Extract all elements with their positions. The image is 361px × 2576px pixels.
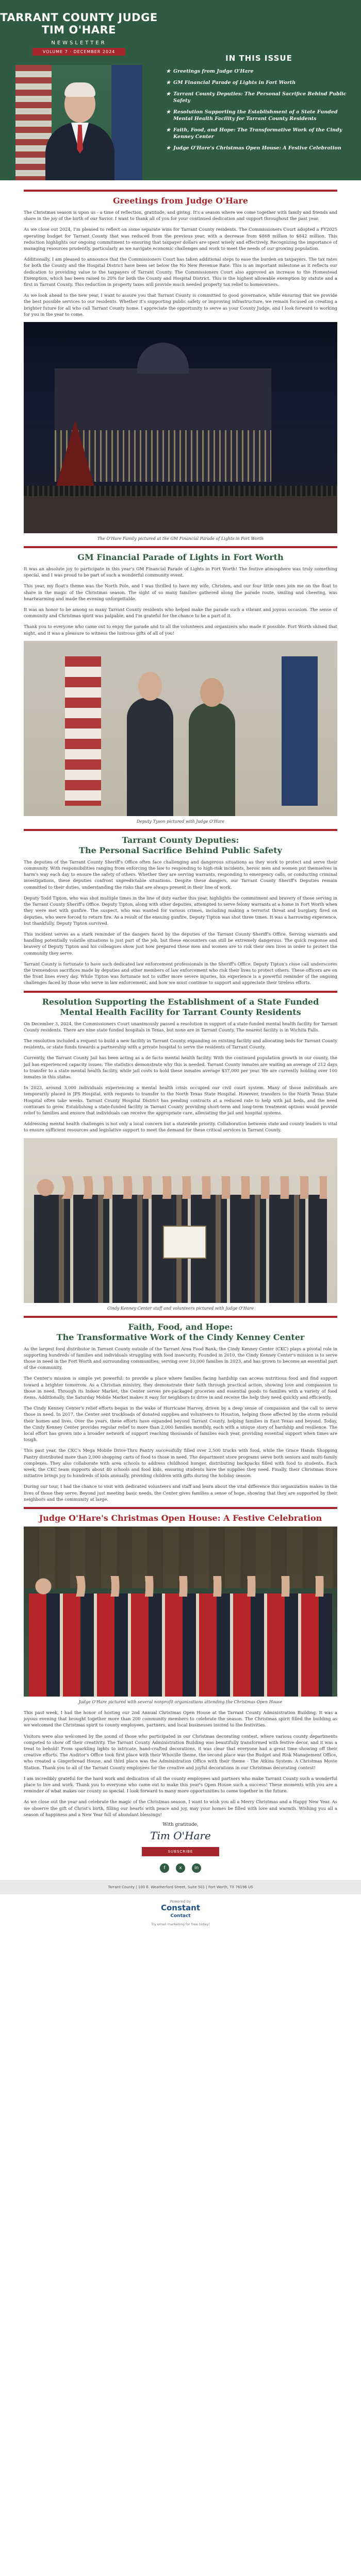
issue-item-label: GM Financial Parade of Lights in Fort Worth xyxy=(173,80,296,86)
parade-paragraph: Thank you to everyone who came out to enjoy the parade and to all the volunteers and organizers who made it possible. Fort Worth shined that night, and it was a pleasure to witness the lustrous gifts of all of you! xyxy=(24,624,337,636)
constant-contact-logo xyxy=(0,1904,361,1920)
footer-address: Tarrant County | 100 E. Weatherford Street, Suite 501 | Fort Worth, TX 76196 US xyxy=(0,1880,361,1894)
issue-item-label: Judge O'Hare's Christmas Open House: A Festive Celebration xyxy=(173,145,341,151)
brand-title-line1: TARRANT COUNTY JUDGE xyxy=(0,11,158,24)
issue-item[interactable] xyxy=(166,79,352,86)
issue-item-label: Faith, Food, and Hope: The Transformative Work of the Cindy Kenney Center xyxy=(173,127,342,140)
resolution-title-line1: Resolution Supporting the Establishment of a State Funded xyxy=(42,996,319,1007)
deputies-paragraph: Tarrant County is fortunate to have such dedicated law enforcement professionals in the Sheriff's Office. Deputy Tipton's close call underscores the tremendous sacrifices made by deputies and other members of law enforcement who risk their lives to protect others. These officers are on the front lines every day. While Tipton was fortunate not to suffer more severe injuries, his experience is a powerful reminder of the ongoing challenges faced by those who serve in law enforcement, and how we must continue to support and appreciate their tireless efforts. xyxy=(24,961,337,986)
kenney-paragraph: During our tour, I had the chance to visit with dedicated volunteers and staff and learn about the vital difference this organization makes in the lives of those they serve. Beyond just meeting basic needs, the Center gives families a sense of hope, showing that they are supported by their neighbors and the community at large. xyxy=(24,1484,337,1502)
kenney-center-photo xyxy=(24,1138,337,1303)
cc-link[interactable]: Try email marketing for free today! xyxy=(151,1922,210,1927)
star-icon: ★ xyxy=(166,127,171,133)
kenney-paragraph: This past year, the CKC's Mega Mobile Drive-Thru Pantry successfully filled over 2,500 trucks with food, while the Grace Hands Shopping Pantry distributed more than 2,000 shopping carts of food to those in need. The department store programs serve both seniors and multi-family complexes. They also collaborate with area schools to address childhood hunger, distributing backpacks filled with food to students. Each week, the CKC team supports about 40 schools and food kids, ensuring students have the supplies they need. Finally, their Christmas Store initiative brings joy to hundreds of kids annually, providing children with gifts during the holiday season. xyxy=(24,1448,337,1479)
constant-contact-badge[interactable] xyxy=(0,1894,361,1933)
issue-item[interactable] xyxy=(166,68,352,75)
brand-subtitle: NEWSLETTER xyxy=(51,40,107,46)
resolution-paragraph: Currently, the Tarrant County Jail has been acting as a de facto mental health facility. With the continued population growth in our county, the jail has experienced capacity issues. The statistics demonstrate why this is needed. Tarrant County inmates are waiting an average of 212 days to transfer to a state mental health facility, while jail costs to hold these inmates average $37,000 per year. We are currently holding over 100 inmates in this status. xyxy=(24,1055,337,1079)
portrait-hair xyxy=(64,82,95,97)
star-icon: ★ xyxy=(166,145,171,151)
social-links xyxy=(0,1861,361,1873)
us-flag-shape xyxy=(111,65,142,180)
street xyxy=(24,492,337,533)
greetings-title: Greetings from Judge O'Hare xyxy=(112,196,249,206)
linkedin-icon[interactable]: in xyxy=(192,1863,201,1873)
facebook-icon[interactable]: f xyxy=(160,1863,169,1873)
section-divider xyxy=(24,829,337,831)
group-heads xyxy=(29,1576,332,1597)
open-house-photo xyxy=(24,1527,337,1697)
deputy-photo xyxy=(24,641,337,816)
in-this-issue xyxy=(166,54,352,156)
header-banner xyxy=(0,0,361,180)
judge-portrait xyxy=(15,65,142,180)
star-icon: ★ xyxy=(166,91,171,97)
kenney-paragraph: The Center's mission is simple yet powerful: to provide a place where families facing hardship can access nutritious food and find support toward a brighter tomorrow. As a Christian ministry, they demonstrate their faith through practical action, showing love and compassion to those in need. Through its Indoor Market, the Center serves pre-packaged groceries and essential goods to families with a variety of food items. Additionally, the Saturday Mobile Market makes it easy for neighbors to drive in and receive the help they need quickly and efficiently. xyxy=(24,1376,337,1400)
kenney-paragraph: As the largest food distributor in Tarrant County outside of the Tarrant Area Food Bank, the Cindy Kenney Center (CKC) plays a pivotal role in supporting hundreds of families and individuals struggling with food insecurity. Founded in 2010, the Cindy Kenney Center's mission is to serve those in need in the Fort Worth and surrounding communities, serving over 10,000 families in 2023, and has grown to become an essential part of the community. xyxy=(24,1346,337,1370)
in-this-issue-heading: IN THIS ISSUE xyxy=(225,54,292,63)
open-house-paragraph: Visitors were also welcomed by the sound of those who participated in our Christmas decorating contest, where various county departments competed to show off their creativity. The Tarrant County Administration Building was beautifully transformed with festive decor, and it was a treat to behold! From sparkling lights to intricate, hand-crafted decorations, it was clear that everyone had a great time showing off their creative efforts. The Auditor's Office took first place with their Whoville theme, the second place was the Budget and Risk Management Office, who created a Gingerbread House, and third place was the Administration Office with their theme - The Atkins System: A Christmas Movie Station. Thank you to all of the Tarrant County employees for the creative and joyful decorations in our Christmas decorating contest! xyxy=(24,1733,337,1770)
star-icon: ★ xyxy=(166,80,171,86)
issue-item[interactable] xyxy=(166,91,352,104)
issue-item[interactable] xyxy=(166,145,352,151)
open-house-paragraph: I am incredibly grateful for the hard work and dedication of all the county employees and partners who make Tarrant County such a wonderful place to live and work. Thank you to everyone who came out to make this year's Open House such a success! These moments with you are a reminder of what makes our county so special. I look forward to many more opportunities to come together in the future. xyxy=(24,1775,337,1794)
greetings-paragraph: Additionally, I am pleased to announce that the Commissioners Court has taken additional steps to ease the burden on taxpayers. The tax rates for both the County and the Hospital District have been set below the No New Revenue Rate. This is an important milestone as it reflects our dedication to providing value to the taxpayers of Tarrant County. The Commissioners Court also approved an increase to the Homestead Exemption, which has been raised to 20% for both the County and Hospital District. This is the highest allowable exemption by statute and a first in Tarrant County. This reduction in property taxes will provide much needed property tax relief to homeowners. xyxy=(24,257,337,287)
signoff: With gratitude, xyxy=(162,1822,199,1828)
brand-block xyxy=(0,0,158,180)
star-icon: ★ xyxy=(166,109,171,115)
section-divider xyxy=(24,991,337,993)
kenney-title-line1: Faith, Food, and Hope: xyxy=(128,1321,233,1332)
photo-caption: Judge O'Hare pictured with several nonprofit organizations attending the Christmas Open House xyxy=(78,1700,283,1705)
section-divider xyxy=(24,546,337,548)
issue-item-label: Tarrant County Deputies: The Personal Sacrifice Behind Public Safety xyxy=(173,91,347,104)
x-icon[interactable]: x xyxy=(176,1863,185,1873)
person-body xyxy=(127,698,173,816)
kenney-title-line2: The Transformative Work of the Cindy Kenney Center xyxy=(56,1332,305,1342)
star-icon: ★ xyxy=(166,69,171,74)
parade-paragraph: It was an absolute joy to participate in this year's GM Financial Parade of Lights in Fort Worth! The festive atmosphere was truly something special, and I was proud to be part of such a wonderful community event. xyxy=(24,566,337,578)
person-head xyxy=(200,678,224,707)
deputies-section xyxy=(0,835,361,986)
open-house-paragraph: This past week, I had the honor of hosting our 2nd Annual Christmas Open House at the Tarrant County Administration Building. It was a joyous evening that brought together more than 200 community members to celebrate the season. The Christmas spirit filled the building as we welcomed the Christmas spirit to county employees, partners, and local businesses invited to the festivities. xyxy=(24,1710,337,1728)
deputies-paragraph: The deputies of the Tarrant County Sheriff's Office often face challenging and dangerous situations as they work to protect and serve their community. With responsibilities ranging from enforcing the law to responding to high-risk incidents, heroic men and women put themselves in harm's way each day to ensure the safety of others. Whether they are serving warrants, responding to emergency calls, or conducting criminal investigations, these deputies confront unpredictable situations. Despite these dangers, our Tarrant County Sheriff's Deputies remain committed to their duties, understanding the risks that are always present in their line of work. xyxy=(24,859,337,890)
resolution-title xyxy=(24,997,337,1018)
cc-brand2: Contact xyxy=(170,1913,191,1919)
open-house-paragraph: As we close out the year and celebrate the magic of the Christmas season, I want to wish you all a Merry Christmas and a Happy New Year. As we observe the gift of Christ's birth, filling our hearts with peace and joy, may your homes be filled with love and warmth. Wishing you all a season of happiness and a New Year full of abundant blessings! xyxy=(24,1799,337,1817)
powered-by: Powered by xyxy=(170,1900,191,1904)
resolution-paragraph: On December 3, 2024, the Commissioners Court unanimously passed a resolution in support of a state-funded mental health facility for Tarrant County residents. There are nine state funded hospitals in Texas, but none are in Tarrant County. The nearest facility is in Wichita Falls. xyxy=(24,1021,337,1032)
greetings-paragraph: As we close out 2024, I'm pleased to reflect on some separate wins for Tarrant County residents. The Commissioners Court adopted a FY2025 operating budget for Tarrant County that was reduced from the previous year, with a decrease from $868 million to $842 million. This reduction highlights our ongoing commitment to ensuring that taxpayer dollars are spent wisely and effectively. Recognizing the importance of managing resources prudently, particularly as we navigate economic challenges and work to meet the needs of our growing population. xyxy=(24,227,337,251)
signature: Tim O'Hare xyxy=(150,1829,211,1842)
person-body xyxy=(189,703,235,816)
issue-item-label: Resolution Supporting the Establishment of a State Funded Mental Health Facility for Tarrant County Residents xyxy=(173,109,338,122)
kenney-section xyxy=(0,1322,361,1502)
greetings-section xyxy=(0,196,361,317)
courthouse-dome xyxy=(137,343,189,374)
deputies-paragraph: This incident serves as a stark reminder of the dangers faced by the deputies of the Tarrant County Sheriff's Office. Serving warrants and handling potentially volatile situations is just part of the job, but these encounters can still be extremely dangerous. The quick response and bravery of Deputy Tipton and his colleagues show just how prepared these men and women are to risk their own lives in order to protect the community they serve. xyxy=(24,931,337,956)
resolution-section xyxy=(0,997,361,1133)
kenney-title xyxy=(24,1322,337,1343)
photo-caption: The O'Hare Family pictured at the GM Financial Parade of Lights in Fort Worth xyxy=(97,536,264,541)
person-head xyxy=(138,672,162,701)
open-house-section xyxy=(0,1513,361,1523)
open-house-title: Judge O'Hare's Christmas Open House: A Festive Celebration xyxy=(39,1513,322,1523)
flag-shape xyxy=(282,656,318,806)
photo-caption: Deputy Tyson pictured with Judge O'Hare xyxy=(136,819,225,824)
award-plaque xyxy=(163,1226,206,1259)
issue-item[interactable] xyxy=(166,109,352,122)
open-house-body xyxy=(0,1709,361,1818)
brand-title xyxy=(0,0,158,36)
parade-title: GM Financial Parade of Lights in Fort Worth xyxy=(77,552,284,563)
issue-list xyxy=(166,68,352,151)
issue-item-label: Greetings from Judge O'Hare xyxy=(173,69,254,74)
subscribe-button[interactable]: SUBSCRIBE xyxy=(142,1847,219,1856)
photo-caption: Cindy Kenney Center staff and volunteers pictured with Judge O'Hare xyxy=(107,1306,254,1311)
parade-photo xyxy=(24,322,337,533)
resolution-paragraph: The resolution included a request to build a new facility in Tarrant County, expanding on existing facility and allocating beds for Tarrant County residents, or state funds towards a partnership with a private hospital to serve the residents of Tarrant County. xyxy=(24,1038,337,1050)
resolution-paragraph: In 2023, around 3,000 individuals experiencing a mental health crisis occupied our civil court system. Many of those individuals are temporarily placed in JPS Hospital, with requests to transfer to the North Texas State Hospital. However, transfers to the North Texas State Hospital often take weeks. Tarrant County Hospital District has pending contracts at a reduced rate to help with jail beds, and the need continues to grow. Establishing a state-funded facility in Tarrant County providing short-term and long-term treatment options would provide relief to families and ensure that individuals can receive the appropriate care, alleviating the jail and hospital systems. xyxy=(24,1085,337,1115)
group-heads xyxy=(34,1176,327,1199)
resolution-title-line2: Mental Health Facility for Tarrant County Residents xyxy=(60,1007,301,1017)
crowd xyxy=(24,486,337,496)
greetings-paragraph: As we look ahead to the new year, I want to assure you that Tarrant County is committed to good governance, while ensuring that we provide the best possible services to our residents. Whether it's supporting public safety or improving infrastructure, we remain focused on creating a brighter future for all who call Tarrant County home. I appreciate the opportunity to serve as your County Judge, and I look forward to working for you in the year to come. xyxy=(24,293,337,317)
greetings-paragraph: The Christmas season is upon us - a time of reflection, gratitude, and giving. It's a season where we come together with family and friends and share in the joy of the birth of our Savior. I want to thank all of you for your continued dedication and support throughout the past year. xyxy=(24,210,337,222)
group-row xyxy=(29,1594,332,1697)
deputies-title xyxy=(24,835,337,856)
brand-title-line2: TIM O'HARE xyxy=(42,24,116,36)
parade-paragraph: It was an honor to be among so many Tarrant County residents who helped make the parade such a vibrant and joyous occasion. The sense of community and Christmas spirit was palpable, and I'm grateful for the chance to be a part of it. xyxy=(24,607,337,619)
brand-volume: VOLUME 7 · DECEMBER 2024 xyxy=(32,48,125,56)
issue-item[interactable] xyxy=(166,127,352,140)
flag-shape xyxy=(65,656,101,806)
resolution-paragraph: Addressing mental health challenges is not only a local concern but a statewide priority. Collaboration between state and county leaders is vital to ensure sufficient resources and legislative support to meet the demand for these critical services in Tarrant County. xyxy=(24,1121,337,1133)
section-divider xyxy=(24,190,337,192)
deputies-title-line1: Tarrant County Deputies: xyxy=(122,835,239,845)
deputies-paragraph: Deputy Todd Tipton, who was shot multiple times in the line of duty earlier this year, highlights the commitment and bravery of those serving in the Tarrant County Sheriff's Office. Deputy Tipton, along with other deputies, attempted to serve felony warrants at a home in Fort Worth when they were met with gunfire. The suspect, who was wanted for various crimes, including making a terrorist threat and burglary, fired on deputies, who were forced to return fire. As a result of the ensuing gunfire, Deputy Tipton was shot three times. It was a harrowing experience, but thankfully, Deputy Tipton survived. xyxy=(24,895,337,926)
parade-paragraph: This year, my float's theme was the North Pole, and I was thrilled to have my wife, Christen, and our four little ones join me on the float to share in the magic of the Christmas season. The sight of so many families gathered along the parade route, smiling and cheering, was heartwarming and made the evening unforgettable. xyxy=(24,583,337,601)
kenney-paragraph: The Cindy Kenney Center's relief efforts began in the wake of Hurricane Harvey, driven by a deep sense of compassion and the call to serve those in need. In 2017, the Center sent truckloads of donated supplies and volunteers to Houston, helping those affected by the storm rebuild their homes and lives. Over the years, these efforts have expanded beyond Tarrant County, helping families in East Texas and beyond. Today, the Cindy Kenney Center provides regular relief to more than 2,000 families monthly, each with a unique story of hardship and resilience. The local effort has grown into a broader network of support reaching thousands of families each year, providing essential support when times are tough. xyxy=(24,1405,337,1443)
section-divider xyxy=(24,1507,337,1509)
section-divider xyxy=(24,1316,337,1318)
parade-section xyxy=(0,552,361,636)
cc-brand: Constant xyxy=(160,1903,201,1913)
deputies-title-line2: The Personal Sacrifice Behind Public Safety xyxy=(79,845,282,855)
